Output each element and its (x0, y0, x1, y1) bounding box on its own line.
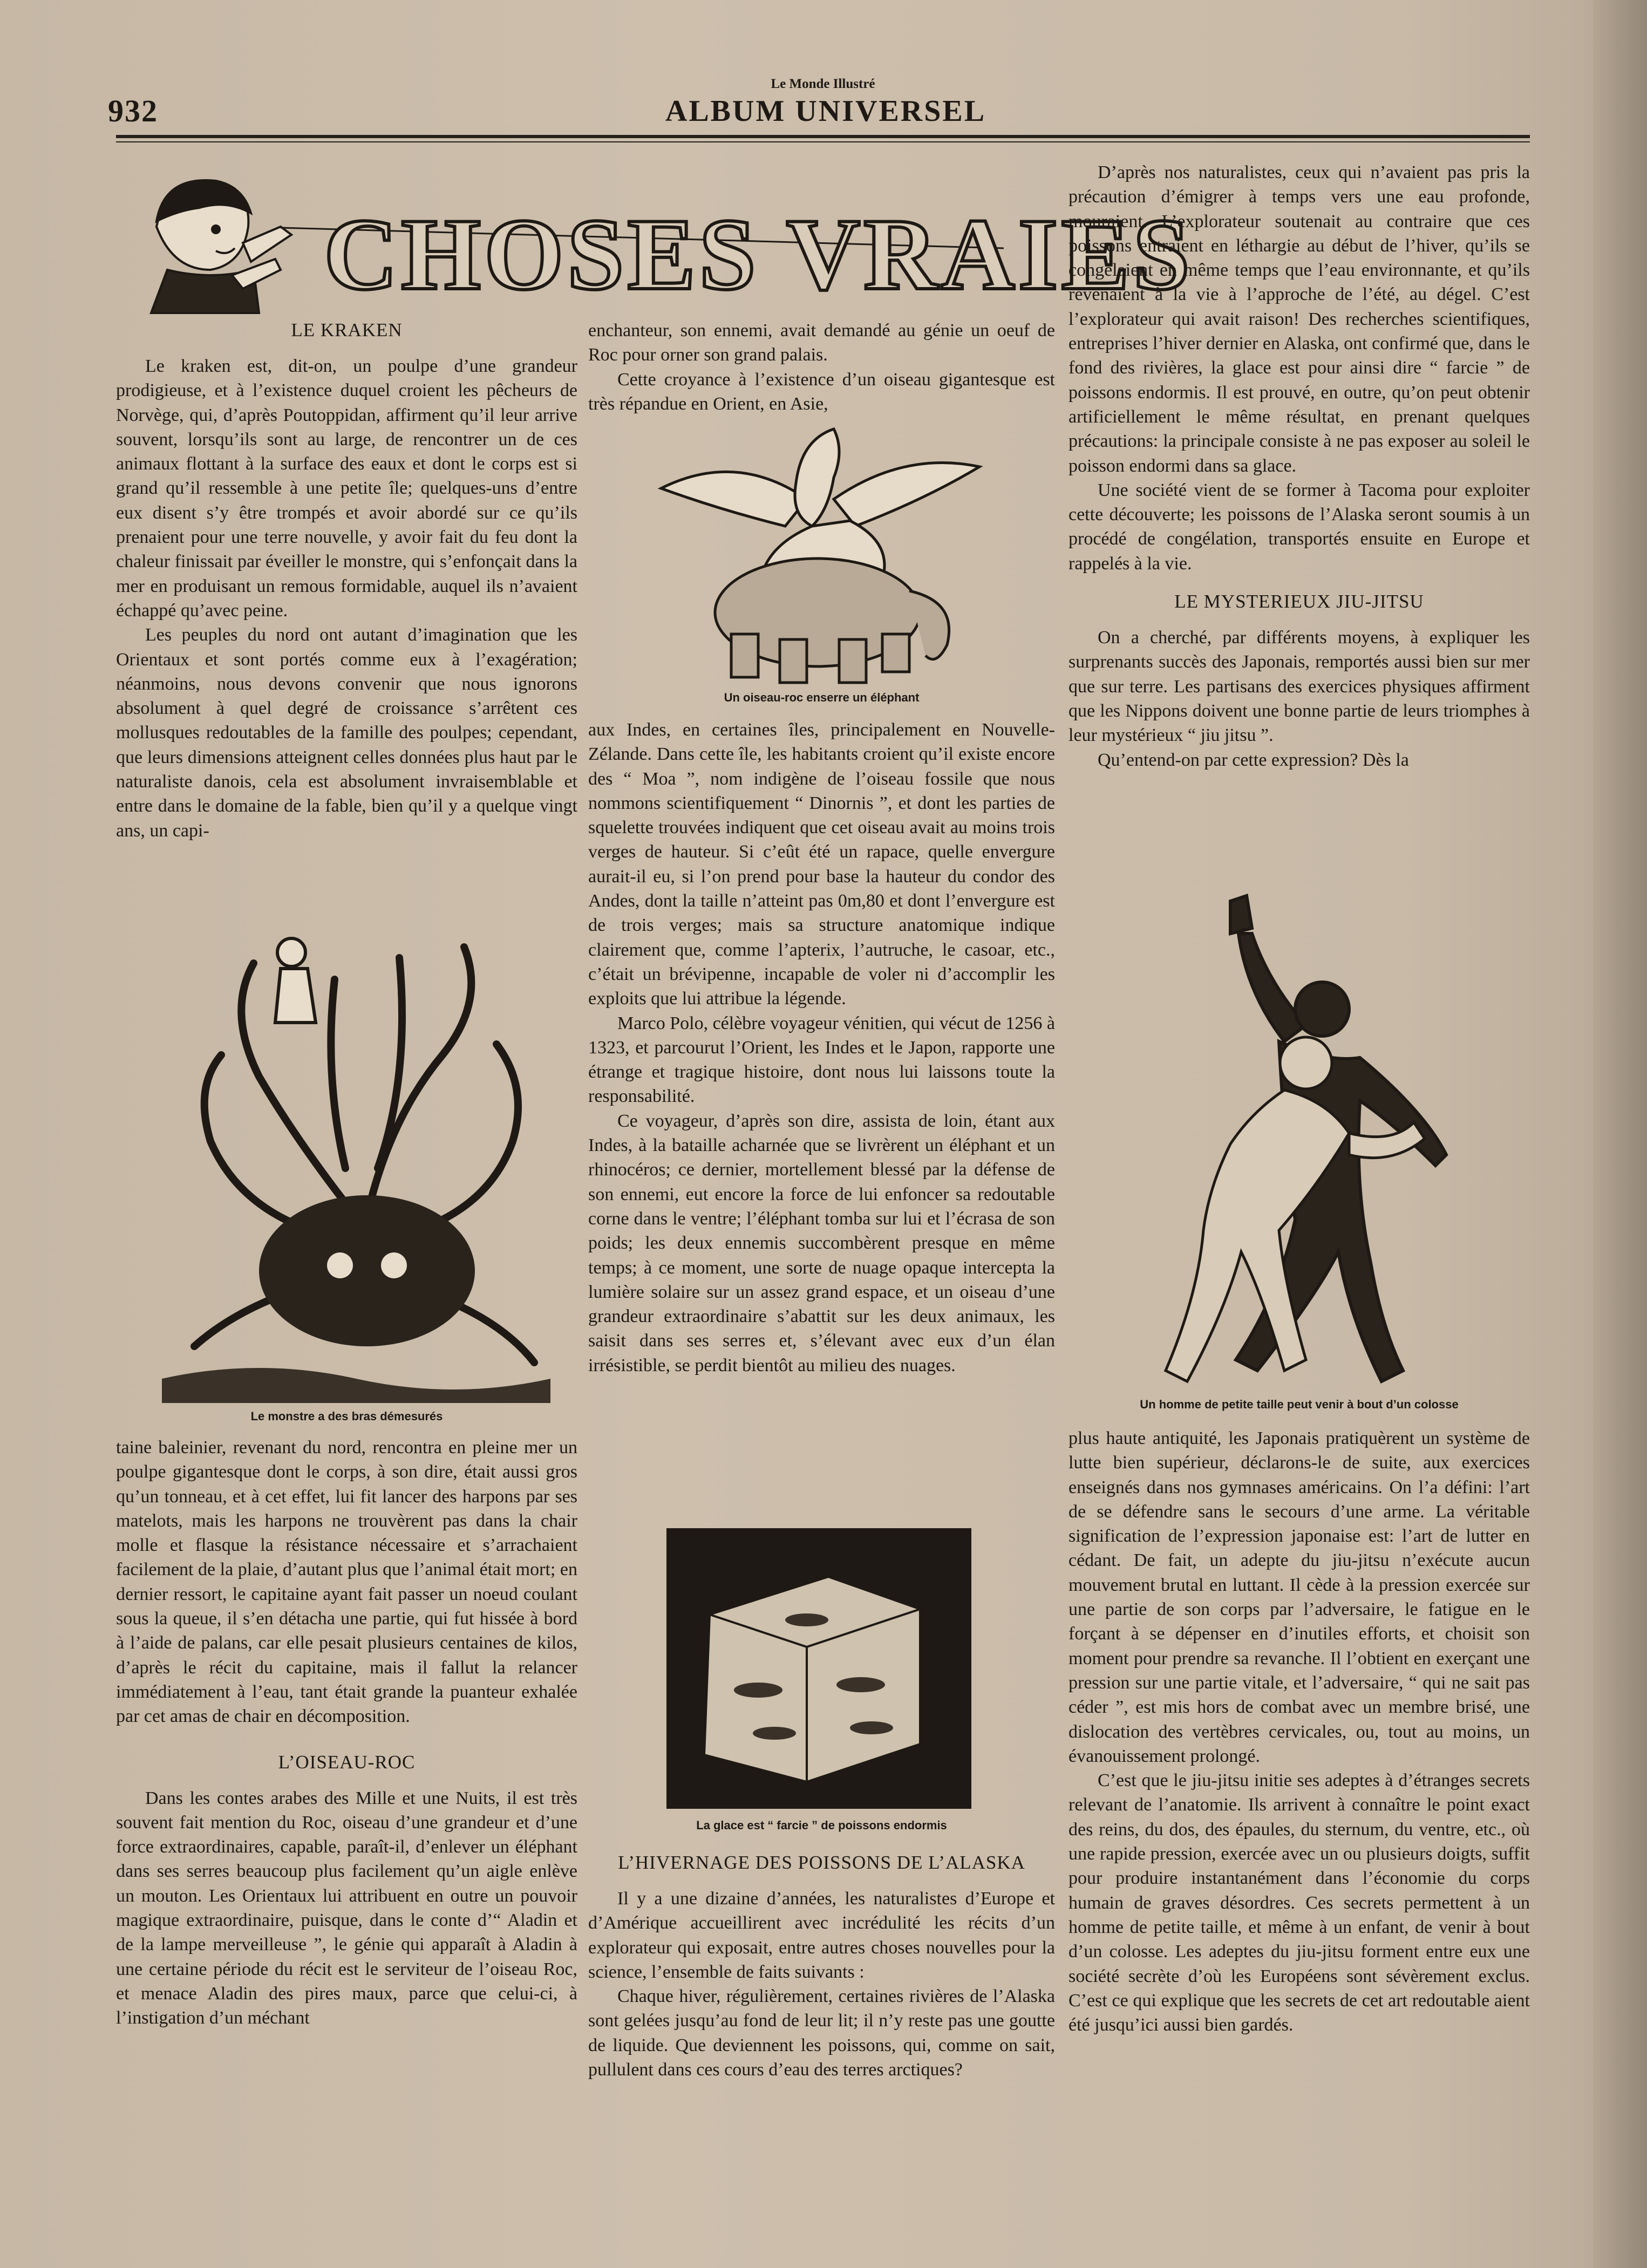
roc-paragraph: enchanteur, son ennemi, avait demandé au génie un oeuf de Roc pour orner son grand palais. (588, 321, 1055, 365)
kraken-paragraph: taine baleinier, revenant du nord, rencontra en pleine mer un poulpe gigantesque dont le corps, à son dire, était aussi gros qu’un tonneau, et à cet effet, lui fit lancer des harpons par ses matelots, mais les harpons ne trouvèrent pas dans la chair molle et flasque la résistance nécessaire et s’arrachaient facilement de la plaie, d’autant plus que l’animal était mort; en dernier ressort, le capitaine ayant fait passer un noeud coulant sous la queue, il s’en détacha une partie, qui fut hissée à bord à l’aide de palans, car elle pesait plusieurs centaines de kilos, d’après le récit du capitaine, mais il fallut la relancer immédiatement à l’eau, tant était grande la puanteur exhalée par cet amas de chair en décomposition. (116, 1438, 577, 1727)
roc-paragraph: Ce voyageur, d’après son dire, assista de loin, étant aux Indes, à la bataille acharnée que se livrèrent un éléphant et un rhinocéros; ce dernier, mortellement blessé par la défense de son ennemi, eut encore la force de lui enfoncer sa redoutable corne dans le ventre; l’éléphant tomba sur lui et l’écrasa de son poids; les deux ennemis succombèrent presque en même temps; à ce moment, une sorte de nuage opaque intercepta la lumière solaire sur un assez grand espace, et un oiseau d’une grandeur extraordinaire s’abattit sur les deux animaux, les saisit dans ses serres et, s’élevant avec eux d’un élan irrésistible, se perdit bientôt au milieu des nuages. (588, 1111, 1055, 1375)
jiujitsu-heading: LE MYSTERIEUX JIU-JITSU (1174, 591, 1424, 612)
header-rule (116, 135, 1530, 138)
boy-illustration (151, 180, 291, 313)
roc-illustration (656, 418, 985, 688)
alaska-paragraph: D’après nos naturalistes, ceux qui n’avaient pas pris la précaution d’émigrer à temps vers une eau profonde, mouraient. L’explorateur soutenait au contraire que ces poissons entraient en léthargie au début de l’hiver, qu’ils se congelaient en même temps que l’eau environnante, et qu’ils revenaient à la vie à l’approche de l’été, au dégel. C’est l’explorateur qui avait raison! Des recherches scientifiques, entreprises l’hiver dernier en Alaska, ont confirmé que, dans le fond des rivières, la glace est pour ainsi dire “ farcie ” de poissons endormis. Il est prouvé, en outre, qu’on peut obtenir artificiellement le même résultat, en prenant quelques précautions: la principale consiste à ne pas exposer au soleil le poisson endormi dans sa glace. (1068, 162, 1530, 476)
kraken-paragraph: Les peuples du nord ont autant d’imagination que les Orientaux et sont portés comme eux à l’exagération; néanmoins, nous devons convenir que nous ignorons absolument à quel degré de croissance s’arrêtent ces mollusques redoutables de la famille des poulpes; cependant, que leurs dimensions atteignent celles données plus haut par le naturaliste danois, cela est absolument invraisemblable et entre dans le domaine de la fable, bien qu’il y a quelque vingt ans, un capi- (116, 625, 577, 841)
column-alaska-jiujitsu-top (1068, 160, 1530, 772)
jiujitsu-paragraph: C’est que le jiu-jitsu initie ses adeptes à d’étranges secrets relevant de l’anatomie. Ils arrivent à connaître le point exact des reins, du dos, des épaules, du sternum, du ventre, etc., où une rapide pression, exercée avec un ou plusieurs doigts, suffit pour produire instantanément dans l’économie du corps humain de graves désordres. Ces secrets permettent à un homme de petite taille, et même à un enfant, de venir à bout d’un colosse. Les adeptes du jiu-jitsu forment entre eux une société secrète d’où les Européens sont sévèrement exclus. C’est ce qui explique que les secrets de cet art redoutable aient été jusqu’ici aussi bien gardés. (1068, 1770, 1530, 2035)
page-edge (1593, 0, 1647, 2268)
roc-paragraph: aux Indes, en certaines îles, principalement en Nouvelle-Zélande. Dans cette île, les habitants croient qu’il existe encore des “ Moa ”, nom indigène de l’oiseau fossile que nous nommons scientifiquement “ Dinornis ”, et dont les parties de squelette trouvées indiquent que cet oiseau avait au moins trois verges de hauteur. Si c’eût été un rapace, quelle envergure aurait-il eu, si l’on prend pour base la hauteur du condor des Andes, dont la taille n’atteint pas 0m,80 et dont l’envergure est de trois verges; mais sa structure anatomique indique clairement que, comme l’apterix, l’autruche, le casoar, etc., c’était un brévipenne, incapable de voler ni d’accomplir les exploits que lui attribue la légende. (588, 720, 1055, 1009)
roc-paragraph: Cette croyance à l’existence d’un oiseau gigantesque est très répandue en Orient, en Asie, (588, 369, 1055, 414)
column-jiujitsu-bottom (1068, 1426, 1530, 2037)
alaska-paragraph: Il y a une dizaine d’années, les naturalistes d’Europe et d’Amérique accueillirent avec incrédulité les récits d’un explorateur qui exposait, entre autres choses nouvelles pour la science, l’ensemble de faits suivants : (588, 1889, 1055, 1982)
column-roc-top (588, 318, 1055, 416)
alaska-heading: L’HIVERNAGE DES POISSONS DE L’ALASKA (618, 1852, 1025, 1873)
ice-block-illustration (666, 1528, 971, 1809)
jiujitsu-paragraph: Qu’entend-on par cette expression? Dès la (1098, 750, 1409, 770)
choses-vraies-banner (135, 167, 1193, 318)
jiujitsu-caption: Un homme de petite taille peut venir à bout d’un colosse (1140, 1398, 1459, 1411)
column-kraken-top (116, 318, 577, 843)
column-kraken-bottom (116, 1435, 577, 2031)
alaska-paragraph: Une société vient de se former à Tacoma pour exploiter cette découverte; les poissons de l’Alaska seront soumis à un procédé de congélation, transportés ensuite en Europe et rappelés à la vie. (1068, 480, 1530, 574)
jiujitsu-paragraph: On a cherché, par différents moyens, à expliquer les surprenants succès des Japonais, remportés aussi bien sur mer que sur terre. Les partisans des exercices physiques affirment que les Nippons doivent une bonne partie de leurs triomphes à leur mystérieux “ jiu jitsu ”. (1068, 628, 1530, 746)
roc-heading: L’OISEAU-ROC (278, 1751, 416, 1773)
alaska-paragraph: Chaque hiver, régulièrement, certaines rivières de l’Alaska sont gelées jusqu’au fond de leur lit; il n’y reste pas une goutte de liquide. Que deviennent les poissons, qui, comme on sait, pullulent dans ces cours d’eau des terres arctiques? (588, 1986, 1055, 2080)
roc-caption: Un oiseau-roc enserre un éléphant (724, 691, 920, 704)
page-number: 932 (108, 93, 158, 128)
column-alaska (588, 1851, 1055, 2082)
publication-title: ALBUM UNIVERSEL (665, 94, 986, 128)
kraken-paragraph: Le kraken est, dit-on, un poulpe d’une grandeur prodigieuse, et à l’existence duquel croient les pêcheurs de Norvège, qui, d’après Poutoppidan, affirment qu’il leur arrive souvent, lorsqu’ils sont au large, de rencontrer un de ces animaux flottant à la surface des eaux et dont le corps est si grand qu’il ressemble à une petite île; quelques-uns d’entre eux disent s’y être trompés et avoir abordé sur ce qu’ils prenaient pour une terre nouvelle, y avoir fait du feu dont la chaleur finissait par éveiller le monstre, qui s’enfonçait dans la mer en produisant un remous formidable, auquel ils n’avaient échappé qu’avec peine. (116, 356, 577, 621)
banner-title: CHOSES VRAIES (324, 198, 1193, 311)
kraken-caption: Le monstre a des bras démesurés (250, 1409, 443, 1423)
kraken-illustration (162, 915, 550, 1403)
jiujitsu-paragraph: plus haute antiquité, les Japonais pratiquèrent un système de lutte bien supérieur, déclarons-le de suite, aux exercices enseignés dans nos gymnases américains. On l’a défini: l’art de se défendre sans le secours d’une arme. La véritable signification de l’expression japonaise est: l’art de lutter en cédant. De fait, un adepte du jiu-jitsu n’exécute aucun mouvement brutal en luttant. Il cède à la pression exercée sur une partie de son corps par l’adversaire, le fatigue en le forçant à se dépenser en d’inutiles efforts, et choisit son moment pour prendre sa revanche. Il l’obtient en exerçant une pression sur une partie vitale, et l’adversaire, “ qui ne sait pas céder ”, est mis hors de combat avec un membre brisé, une dislocation des vertèbres cervicales, ou, tout au moins, un évanouissement prolongé. (1068, 1428, 1530, 1766)
ice-caption: La glace est “ farcie ” de poissons endormis (696, 1819, 947, 1832)
column-roc-middle (588, 718, 1055, 1378)
roc-paragraph: Dans les contes arabes des Mille et une Nuits, il est très souvent fait mention du Roc, oiseau d’une grandeur et d’une force extraordinaires, capable, paraît-il, d’enlever un éléphant dans ses serres beaucoup plus facilement qu’un aigle enlève un mouton. Les Orientaux lui attribuent en outre un pouvoir magique extraordinaire, puisque, dans le conte d’“ Aladin et de la lampe merveilleuse ”, le génie qui apparaît à Aladin à une certaine période du récit est le serviteur de l’oiseau Roc, et menace Aladin des pires maux, parce que celui-ci, à l’instigation d’un méchant (116, 1788, 577, 2028)
publication-subtitle: Le Monde Illustré (771, 77, 875, 91)
kraken-heading: LE KRAKEN (291, 319, 403, 340)
jiujitsu-illustration (1122, 885, 1500, 1392)
roc-paragraph: Marco Polo, célèbre voyageur vénitien, qui vécut de 1256 à 1323, et parcourut l’Orient, les Indes et le Japon, rapporte une étrange et tragique histoire, dont nous lui laissons toute la responsabilité. (588, 1013, 1056, 1107)
header-rule-thin (116, 141, 1530, 142)
sailor-figure (275, 938, 316, 1023)
